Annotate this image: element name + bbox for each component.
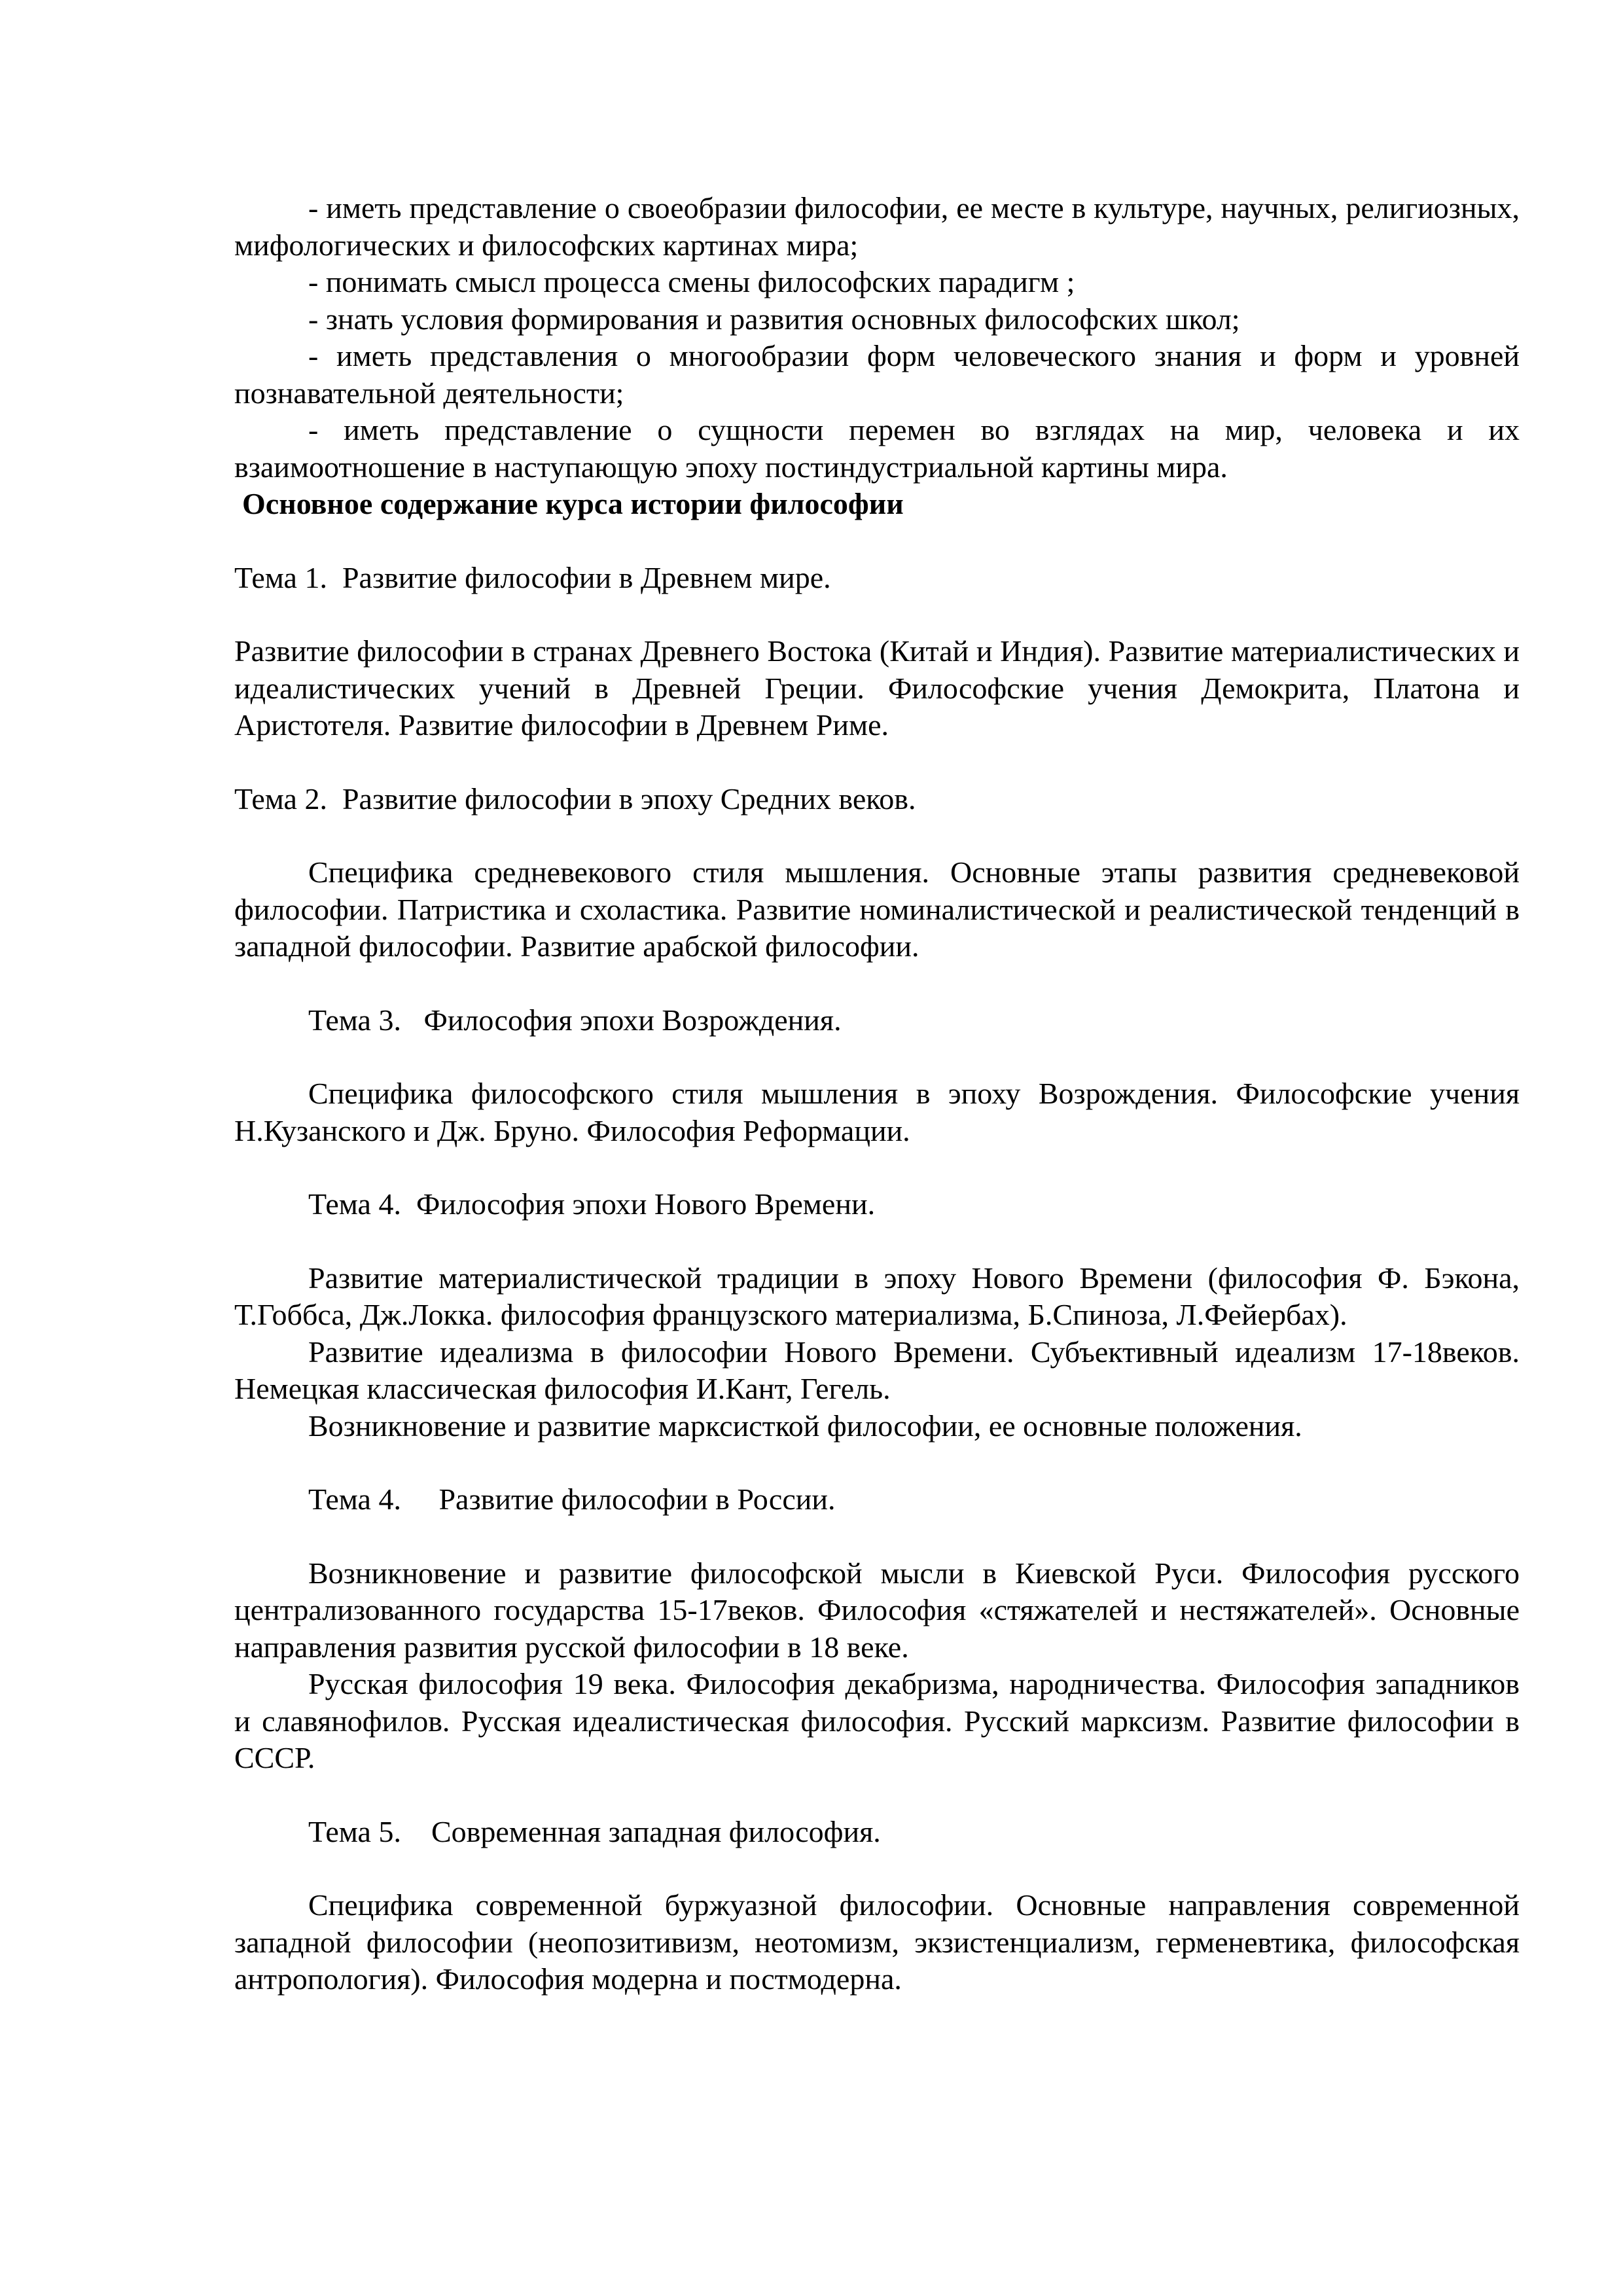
intro-item: - понимать смысл процесса смены философских парадигм ; — [308, 265, 1075, 298]
topic-paragraph: Специфика средневекового стиля мышления. Основные этапы развития средневековой философии. Патристика и схоластика. Развитие номиналистической и реалистической тенденций в западной философии. Развитие арабской философии. — [234, 855, 1520, 963]
topic-title: Тема 4. Философия эпохи Нового Времени. — [308, 1187, 876, 1221]
topic-paragraph: Развитие идеализма в философии Нового Времени. Субъективный идеализм 17-18веков. Немецкая классическая философия И.Кант, Гегель. — [234, 1335, 1520, 1405]
section-heading: Основное содержание курса истории философии — [242, 487, 904, 520]
topic-title: Тема 3. Философия эпохи Возрождения. — [308, 1003, 842, 1037]
document-page — [234, 190, 1520, 1998]
topic-title: Тема 2. Развитие философии в эпоху Средних веков. — [234, 781, 916, 816]
topic-paragraph: Развитие материалистической традиции в эпоху Нового Времени (философия Ф. Бэкона, Т.Гоббса, Дж.Локка. философия французского материализма, Б.Спиноза, Л.Фейербах). — [234, 1261, 1520, 1331]
topic-title: Тема 5. Современная западная философия. — [308, 1814, 881, 1848]
topic-paragraph: Специфика философского стиля мышления в эпоху Возрождения. Философские учения Н.Кузанского и Дж. Бруно. Философия Реформации. — [234, 1077, 1520, 1147]
topic-title: Тема 1. Развитие философии в Древнем мире. — [234, 560, 831, 594]
topic-title: Тема 4. Развитие философии в России. — [308, 1482, 836, 1516]
intro-item: - иметь представление о своеобразии философии, ее месте в культуре, научных, религиозных, мифологических и философских картинах мира; — [234, 191, 1520, 262]
topic-paragraph: Русская философия 19 века. Философия декабризма, народничества. Философия западников и славянофилов. Русская идеалистическая философия. Русский марксизм. Развитие философии в СССР. — [234, 1667, 1520, 1774]
intro-item: - иметь представление о сущности перемен во взглядах на мир, человека и их взаимоотношение в наступающую эпоху постиндустриальной картины мира. — [234, 413, 1520, 484]
intro-item: - иметь представления о многообразии форм человеческого знания и форм и уровней познавательной деятельности; — [234, 339, 1520, 410]
intro-item: - знать условия формирования и развития основных философских школ; — [308, 302, 1240, 336]
topic-paragraph: Возникновение и развитие философской мысли в Киевской Руси. Философия русского централизованного государства 15-17веков. Философия «стяжателей и нестяжателей». Основные направления развития русской философии в 18 веке. — [234, 1556, 1520, 1664]
topic-paragraph: Специфика современной буржуазной философии. Основные направления современной западной философии (неопозитивизм, неотомизм, экзистенциализм, герменевтика, философская антропология). Философия модерна и постмодерна. — [234, 1888, 1520, 1996]
topic-paragraph: Возникновение и развитие марксисткой философии, ее основные положения. — [308, 1408, 1302, 1443]
topic-paragraph: Развитие философии в странах Древнего Востока (Китай и Индия). Развитие материалистических и идеалистических учений в Древней Греции. Философские учения Демокрита, Платона и Аристотеля. Развитие философии в Древнем Риме. — [234, 634, 1520, 742]
